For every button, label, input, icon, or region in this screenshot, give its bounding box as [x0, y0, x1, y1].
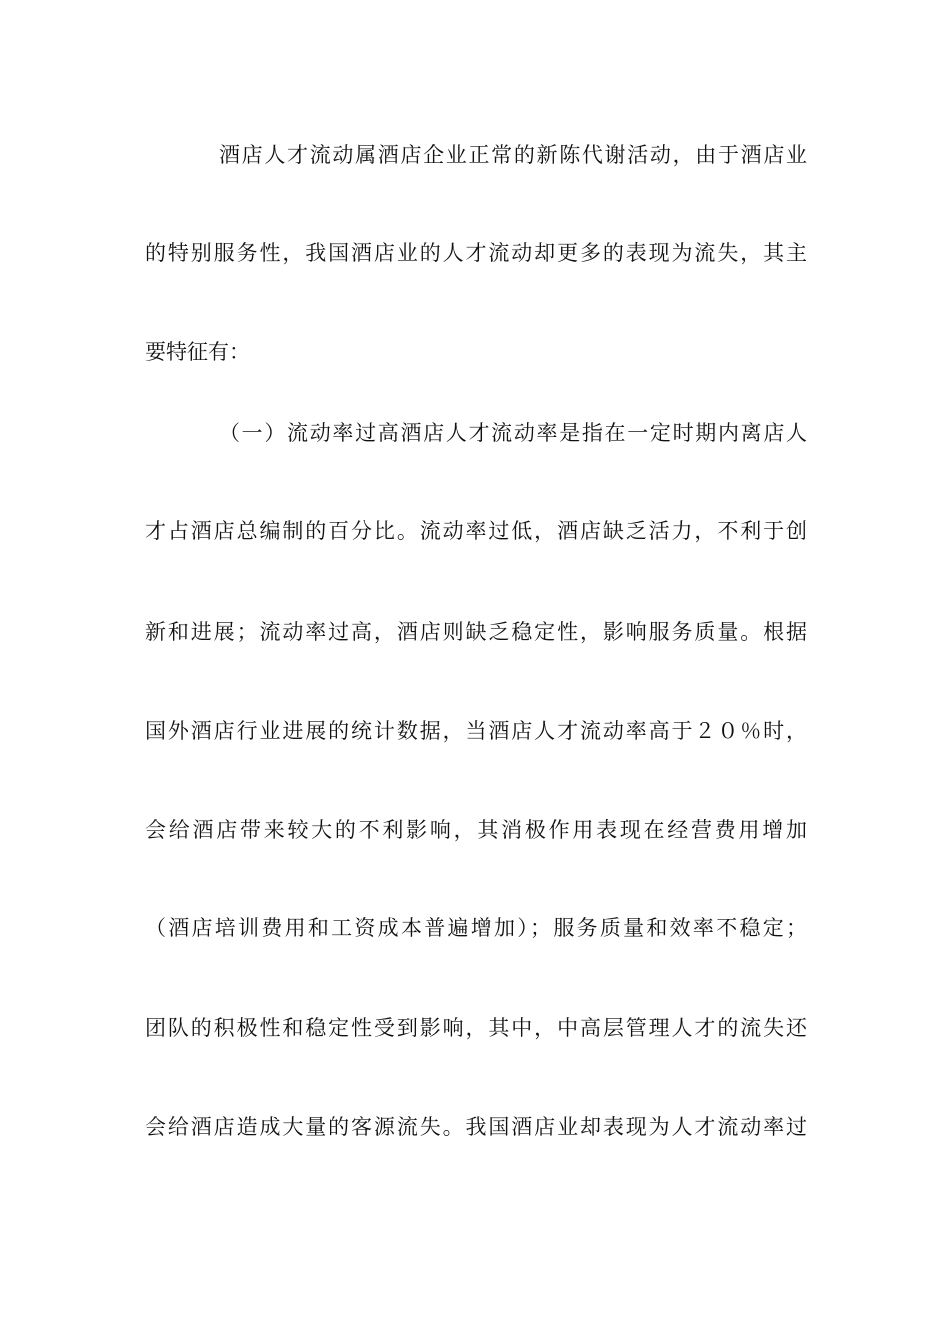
paragraph-2-line-2: 才占酒店总编制的百分比。流动率过低，酒店缺乏活力，不利于创: [145, 519, 807, 543]
paragraph-2-line-1: （一）流动率过高酒店人才流动率是指在一定时期内离店人: [219, 421, 807, 445]
paragraph-2-line-8: 会给酒店造成大量的客源流失。我国酒店业却表现为人才流动率过: [145, 1115, 807, 1139]
paragraph-1-line-3: 要特征有：: [145, 340, 250, 364]
paragraph-1-line-2: 的特别服务性，我国酒店业的人才流动却更多的表现为流失，其主: [145, 241, 807, 265]
paragraph-1-line-1: 酒店人才流动属酒店企业正常的新陈代谢活动，由于酒店业: [219, 143, 807, 167]
paragraph-2-line-4: 国外酒店行业进展的统计数据，当酒店人才流动率高于２０％时，: [145, 719, 807, 743]
paragraph-2-line-7: 团队的积极性和稳定性受到影响，其中，中高层管理人才的流失还: [145, 1016, 807, 1040]
paragraph-2-line-3: 新和进展；流动率过高，酒店则缺乏稳定性，影响服务质量。根据: [145, 620, 807, 644]
paragraph-2-line-5: 会给酒店带来较大的不利影响，其消极作用表现在经营费用增加: [145, 818, 807, 842]
paragraph-2-line-6: （酒店培训费用和工资成本普遍增加）；服务质量和效率不稳定；: [145, 916, 807, 940]
